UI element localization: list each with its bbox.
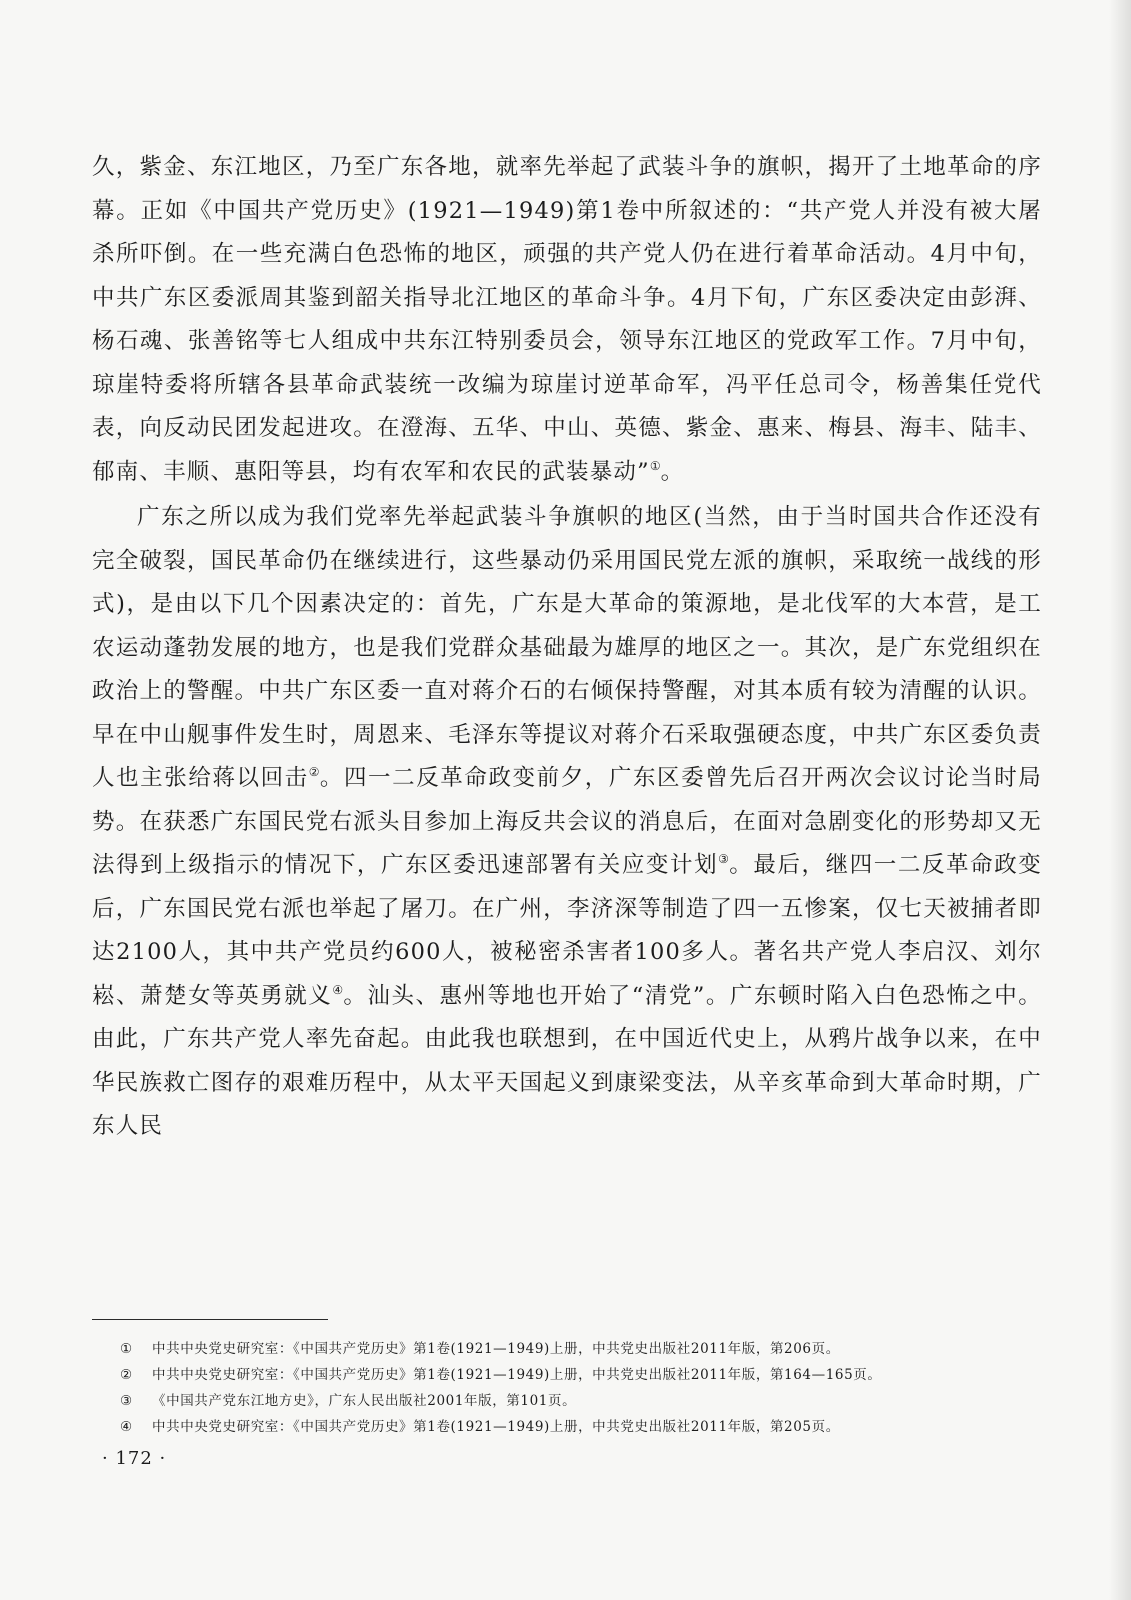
paragraph-2-text-b: 。四一二反革命政变前夕，广东区委曾先后召开两次会议讨论当时局势。在获悉广东国民党右派头目参加上海反共会议的消息后，在面对急剧变化的形势却又无法得到上级指示的情况下，广东区委迅速部署有关应变计划 bbox=[92, 765, 1042, 878]
footnote-mark: ④ bbox=[120, 1419, 133, 1435]
paragraph-2 bbox=[92, 496, 1042, 1149]
body-text bbox=[92, 146, 1042, 1149]
footnote-mark: ① bbox=[120, 1341, 133, 1357]
footnote-1 bbox=[120, 1336, 1000, 1362]
footnote-text: 《中国共产党东江地方史》，广东人民出版社2001年版，第101页。 bbox=[152, 1393, 577, 1409]
footnote-text: 中共中央党史研究室：《中国共产党历史》第1卷(1921—1949)上册，中共党史出版社2011年版，第205页。 bbox=[152, 1419, 840, 1435]
footnote-text: 中共中央党史研究室：《中国共产党历史》第1卷(1921—1949)上册，中共党史出版社2011年版，第206页。 bbox=[152, 1341, 840, 1357]
paragraph-1 bbox=[92, 146, 1042, 494]
page-edge-shadow bbox=[1109, 0, 1131, 1600]
footnote-divider bbox=[92, 1319, 328, 1320]
paragraph-2-text-c: 。最后，继四一二反革命政变后，广东国民党右派也举起了屠刀。在广州，李济深等制造了四一五惨案，仅七天被捕者即达2100人，其中共产党员约600人，被秘密杀害者100多人。著名共产党人李启汉、刘尔崧、萧楚女等英勇就义 bbox=[92, 852, 1042, 1009]
page-body bbox=[92, 146, 1042, 1149]
footnotes bbox=[120, 1336, 1000, 1440]
paragraph-2-text-a: 广东之所以成为我们党率先举起武装斗争旗帜的地区(当然，由于当时国共合作还没有完全破裂，国民革命仍在继续进行，这些暴动仍采用国民党左派的旗帜，采取统一战线的形式)，是由以下几个因素决定的：首先，广东是大革命的策源地，是北伐军的大本营，是工农运动蓬勃发展的地方，也是我们党群众基础最为雄厚的地区之一。其次，是广东党组织在政治上的警醒。中共广东区委一直对蒋介石的右倾保持警醒，对其本质有较为清醒的认识。早在中山舰事件发生时，周恩来、毛泽东等提议对蒋介石采取强硬态度，中共广东区委负责人也主张给蒋以回击 bbox=[92, 504, 1042, 791]
paragraph-1-text-b: 。 bbox=[660, 458, 685, 485]
paragraph-2-text-d: 。汕头、惠州等地也开始了“清党”。广东顿时陷入白色恐怖之中。由此，广东共产党人率先奋起。由此我也联想到，在中国近代史上，从鸦片战争以来，在中华民族救亡图存的艰难历程中，从太平天国起义到康梁变法，从辛亥革命到大革命时期，广东人民 bbox=[92, 982, 1042, 1139]
footnote-4 bbox=[120, 1414, 1000, 1440]
footnote-mark: ③ bbox=[120, 1393, 133, 1409]
footnote-2 bbox=[120, 1362, 1000, 1388]
footnote-ref-2: ② bbox=[308, 765, 320, 779]
footnote-ref-4: ④ bbox=[332, 982, 344, 997]
footnote-mark: ② bbox=[120, 1367, 133, 1383]
page-number: · 172 · bbox=[102, 1448, 167, 1469]
footnote-ref-3: ③ bbox=[718, 852, 730, 866]
footnote-ref-1: ① bbox=[649, 458, 661, 473]
footnote-text: 中共中央党史研究室：《中国共产党历史》第1卷(1921—1949)上册，中共党史出版社2011年版，第164—165页。 bbox=[152, 1367, 882, 1383]
footnote-3 bbox=[120, 1388, 1000, 1414]
paragraph-1-text-a: 久，紫金、东江地区，乃至广东各地，就率先举起了武装斗争的旗帜，揭开了土地革命的序幕。正如《中国共产党历史》(1921—1949)第1卷中所叙述的：“共产党人并没有被大屠杀所吓倒。在一些充满白色恐怖的地区，顽强的共产党人仍在进行着革命活动。4月中旬，中共广东区委派周其鉴到韶关指导北江地区的革命斗争。4月下旬，广东区委决定由彭湃、杨石魂、张善铭等七人组成中共东江特别委员会，领导东江地区的党政军工作。7月中旬，琼崖特委将所辖各县革命武装统一改编为琼崖讨逆革命军，冯平任总司令，杨善集任党代表，向反动民团发起进攻。在澄海、五华、中山、英德、紫金、惠来、梅县、海丰、陆丰、郁南、丰顺、惠阳等县，均有农军和农民的武装暴动” bbox=[92, 154, 1042, 485]
